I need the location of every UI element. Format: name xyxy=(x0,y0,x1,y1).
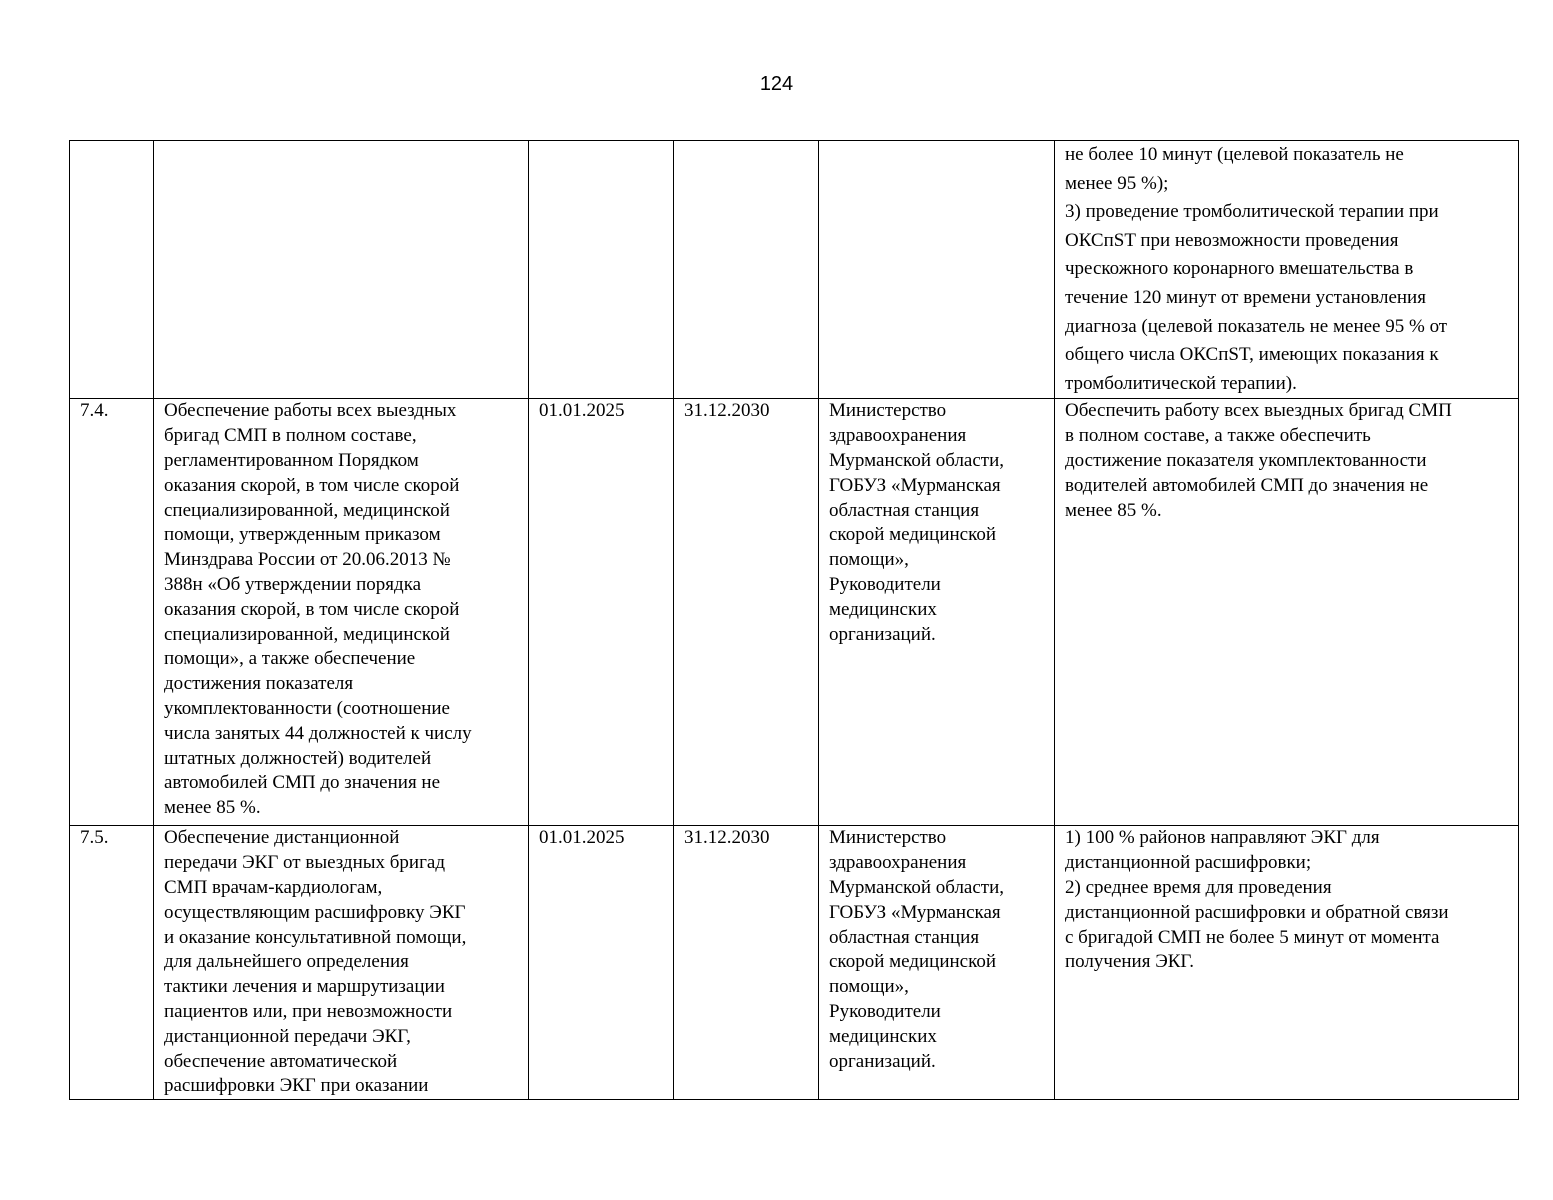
cell-start-date: 01.01.2025 xyxy=(529,826,674,1100)
cell-number: 7.4. xyxy=(70,399,154,826)
cell-activity: Обеспечение работы всех выездных бригад СМП в полном составе, регламентированном Порядком оказания скорой, в том числе скорой специализированной, медицинской помощи, утвержденным приказом Минздрава России от 20.06.2013 № 388н «Об утверждении порядка оказания скорой, в том числе скорой специализированной, медицинской помощи», а также обеспечение достижения показателя укомплектованности (соотношение числа занятых 44 должностей к числу штатных должностей) водителей автомобилей СМП до значения не менее 85 %. xyxy=(154,399,529,826)
cell-start-date: 01.01.2025 xyxy=(529,399,674,826)
cell-responsible xyxy=(819,141,1055,399)
cell-result: Обеспечить работу всех выездных бригад СМП в полном составе, а также обеспечить достижение показателя укомплектованности водителей автомобилей СМП до значения не менее 85 %. xyxy=(1055,399,1519,826)
cell-number xyxy=(70,141,154,399)
table-row xyxy=(70,399,1519,826)
cell-start-date xyxy=(529,141,674,399)
cell-responsible: Министерство здравоохранения Мурманской области, ГОБУЗ «Мурманская областная станция скорой медицинской помощи», Руководители медицинских организаций. xyxy=(819,399,1055,826)
cell-number: 7.5. xyxy=(70,826,154,1100)
cell-result: 1) 100 % районов направляют ЭКГ для дистанционной расшифровки; 2) среднее время для проведения дистанционной расшифровки и обратной связи с бригадой СМП не более 5 минут от момента получения ЭКГ. xyxy=(1055,826,1519,1100)
cell-responsible: Министерство здравоохранения Мурманской области, ГОБУЗ «Мурманская областная станция скорой медицинской помощи», Руководители медицинских организаций. xyxy=(819,826,1055,1100)
table-row xyxy=(70,141,1519,399)
table-row xyxy=(70,826,1519,1100)
cell-end-date xyxy=(674,141,819,399)
cell-result: не более 10 минут (целевой показатель не менее 95 %); 3) проведение тромболитической терапии при ОКСпST при невозможности проведения чрескожного коронарного вмешательства в течение 120 минут от времени установления диагноза (целевой показатель не менее 95 % от общего числа ОКСпST, имеющих показания к тромболитической терапии). xyxy=(1055,141,1519,399)
page-number: 124 xyxy=(759,73,794,95)
cell-end-date: 31.12.2030 xyxy=(674,826,819,1100)
cell-end-date: 31.12.2030 xyxy=(674,399,819,826)
cell-activity xyxy=(154,141,529,399)
measures-table xyxy=(69,140,1519,1100)
cell-activity: Обеспечение дистанционной передачи ЭКГ от выездных бригад СМП врачам-кардиологам, осуществляющим расшифровку ЭКГ и оказание консультативной помощи, для дальнейшего определения тактики лечения и маршрутизации пациентов или, при невозможности дистанционной передачи ЭКГ, обеспечение автоматической расшифровки ЭКГ при оказании xyxy=(154,826,529,1100)
